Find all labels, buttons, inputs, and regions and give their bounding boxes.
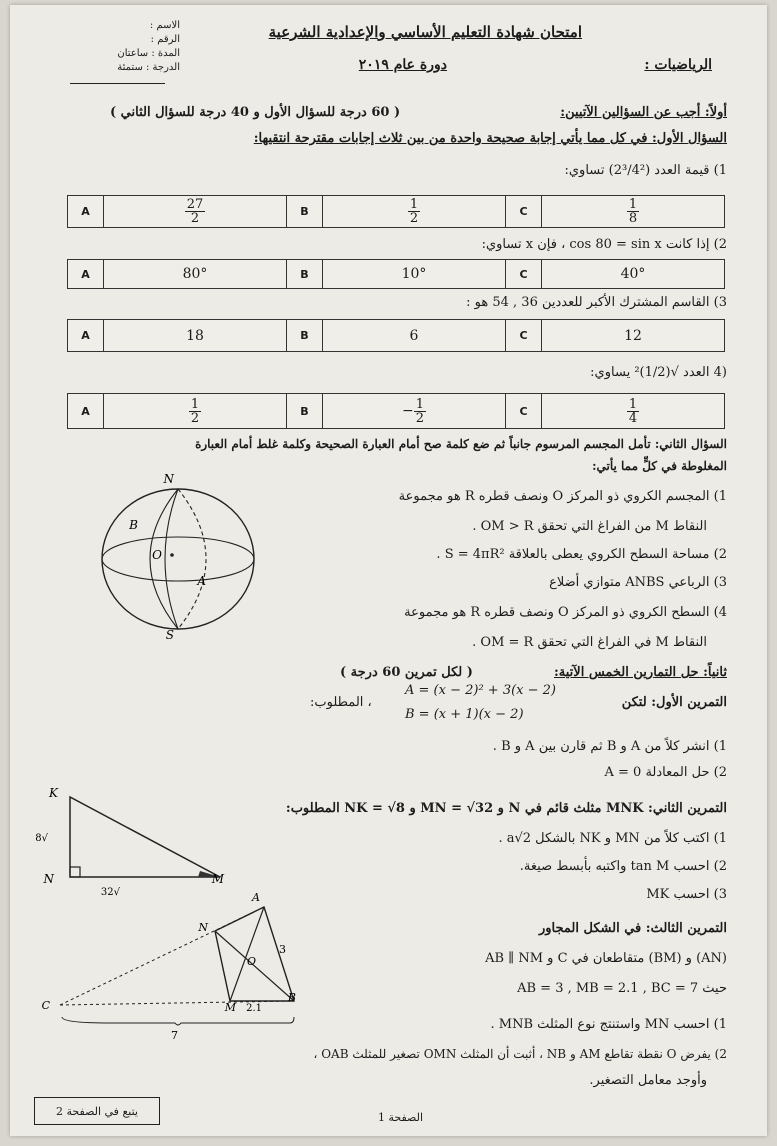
ex2-item-3: 3) احسب MK	[646, 887, 727, 902]
choice-label-a: A	[68, 394, 104, 428]
choice-b[interactable]: $\frac{1}{2}$	[323, 196, 506, 227]
q1-item-1: 1) قيمة العدد (2³/4²) تساوي:	[564, 163, 727, 178]
ex3-line-1: (AN) و (BM) متقاطعان في C و AB ∥ NM	[485, 951, 727, 966]
part1-heading: أولاً: أجب عن السؤالين الآتيين:	[560, 105, 727, 120]
choice-label-b: B	[287, 260, 323, 288]
choice-label-b: B	[287, 320, 323, 351]
choice-a[interactable]: 80°	[104, 260, 287, 288]
part2-marks: ( لكل تمرين 60 درجة )	[340, 665, 473, 680]
triangle-figure	[35, 785, 250, 905]
tri-label-n: N	[43, 872, 54, 886]
exam-subject: الرياضيات :	[644, 57, 712, 73]
choice-c[interactable]: 12	[624, 327, 642, 344]
sphere-figure	[90, 467, 270, 642]
sphere-label-s: S	[165, 628, 174, 642]
sphere-label-n: N	[163, 472, 174, 486]
choice-a[interactable]: $\frac{1}{2}$	[104, 394, 287, 428]
ex2-item-2: 2) احسب tan M واكتبه بأبسط صيغة.	[519, 859, 727, 874]
choice-a[interactable]: 18	[104, 320, 287, 351]
choice-a[interactable]: $\frac{27}{2}$	[104, 196, 287, 227]
choice-c[interactable]: $\frac{1}{8}$	[628, 197, 638, 226]
q2-statement-2: 2) مساحة السطح الكروي يعطى بالعلاقة S = 4πR² .	[436, 547, 727, 562]
ex1-item-2: 2) حل المعادلة A = 0	[604, 765, 727, 780]
fig3-label-n: N	[198, 921, 208, 934]
ex1-item-1: 1) انشر كلاً من A و B ثم قارن بين A و B .	[492, 739, 727, 754]
fig3-label-a: A	[252, 891, 260, 904]
q2-statement-4: 4) السطح الكروي ذو المركز O ونصف قطره R هو مجموعة	[404, 605, 727, 620]
q1-item-3: 3) القاسم المشترك الأكبر للعددين 36 , 54 هو :	[466, 295, 727, 310]
ex3-item-1: 1) احسب MN واستنتج نوع المثلث MNB .	[490, 1017, 727, 1032]
fig3-label-c: C	[41, 999, 50, 1012]
choice-b[interactable]: 10°	[323, 260, 506, 288]
choice-label-a: A	[68, 320, 104, 351]
fig3-label-mb: 2.1	[246, 1003, 262, 1014]
ex3-item-2: 2) يفرض O نقطة تقاطع AM و NB ، أثبت أن المثلث OMN تصغير للمثلث OAB ،	[313, 1047, 727, 1061]
q1-choices-4	[67, 393, 725, 429]
q1-choices-2	[67, 259, 725, 289]
q1-instruction: السؤال الأول: في كل مما يأتي إجابة صحيحة واحدة من بين ثلاث إجابات مقترحة انتقيها:	[253, 131, 727, 146]
sphere-center-point	[170, 553, 174, 557]
sphere-label-b: B	[129, 518, 138, 532]
q1-choices-3	[67, 319, 725, 352]
ex1-expression-a: A = (x − 2)² + 3(x − 2)	[405, 683, 556, 698]
exam-title: امتحان شهادة التعليم الأساسي والإعدادية الشرعية	[268, 23, 582, 41]
fig3-label-b: B	[287, 991, 296, 1004]
q2-statement-4b: النقاط M في الفراغ التي تحقق OM = R .	[472, 635, 707, 650]
ex3-figure	[41, 891, 320, 1051]
sphere-label-a: A	[197, 574, 206, 588]
header-underline	[70, 83, 165, 84]
ex1-title: التمرين الأول: لتكن	[621, 695, 727, 710]
q2-statement-1: 1) المجسم الكروي ذو المركز O ونصف قطره R هو مجموعة	[398, 489, 727, 504]
choice-label-c: C	[506, 260, 542, 288]
tri-label-nk: √8	[35, 833, 48, 844]
choice-c[interactable]: 40°	[620, 266, 646, 282]
ex3-item-2b: وأوجد معامل التصغير.	[589, 1073, 707, 1088]
field-name: الاسم :	[149, 20, 180, 31]
choice-label-a: A	[68, 260, 104, 288]
fig3-label-o: O	[246, 955, 256, 968]
q2-statement-1b: النقاط M من الفراغ التي تحقق OM > R .	[472, 519, 707, 534]
part2-heading: ثانياً: حل التمارين الخمس الآتية:	[553, 665, 727, 680]
ex1-expression-b: B = (x + 1)(x − 2)	[405, 707, 524, 722]
tri-label-mn: √32	[100, 887, 120, 898]
field-duration: المدة : ساعتان	[117, 48, 180, 59]
student-fields	[70, 19, 180, 75]
q2-instruction-2: المغلوطة في كلٍّ مما يأتي:	[592, 459, 727, 473]
continue-box: يتبع في الصفحة 2	[34, 1097, 160, 1125]
ex2-item-1: 1) اكتب كلاً من MN و NK بالشكل a√2 .	[498, 831, 727, 846]
choice-label-c: C	[506, 196, 542, 227]
tri-label-m: M	[211, 872, 224, 886]
ex3-title: التمرين الثالث: في الشكل المجاور	[538, 921, 727, 936]
q1-choices-1	[67, 195, 725, 228]
q1-item-4: (4 العدد √(1/2)² يساوي:	[590, 365, 727, 380]
choice-label-b: B	[287, 394, 323, 428]
choice-label-c: C	[506, 320, 542, 351]
q1-item-2: 2) إذا كانت cos 80 = sin x ، فإن x تساوي:	[481, 237, 727, 252]
exam-session: دورة عام ٢٠١٩	[358, 57, 447, 73]
tri-label-k: K	[49, 786, 58, 800]
field-number: الرقم :	[150, 34, 180, 45]
fig3-label-bc: 7	[171, 1029, 178, 1042]
choice-label-b: B	[287, 196, 323, 227]
ex1-required: ، المطلوب:	[310, 695, 372, 710]
q2-statement-3: 3) الرباعي ANBS متوازي أضلاع	[549, 575, 727, 590]
page-number: الصفحة 1	[378, 1111, 424, 1124]
q2-instruction: السؤال الثاني: تأمل المجسم المرسوم جانباً ثم ضع كلمة صح أمام العبارة الصحيحة وكلمة غلط أمام العبارة	[195, 437, 727, 451]
fig3-label-m: M	[224, 1001, 236, 1014]
sphere-label-o: O	[152, 548, 162, 562]
choice-label-a: A	[68, 196, 104, 227]
fig3-label-ab: 3	[279, 943, 286, 956]
choice-label-c: C	[506, 394, 542, 428]
choice-b[interactable]: 6	[323, 320, 506, 351]
ex2-title: التمرين الثاني: MNK مثلث قائم في N و MN = √32 و NK = √8 المطلوب:	[285, 801, 727, 816]
field-grade: الدرجة : ستمئة	[117, 62, 180, 73]
ex3-line-2: حيث AB = 3 , MB = 2.1 , BC = 7	[517, 981, 727, 996]
exam-page	[10, 5, 767, 1136]
choice-c[interactable]: $\frac{1}{4}$	[628, 396, 638, 426]
choice-b[interactable]: − $\frac{1}{2}$	[323, 394, 506, 428]
part1-marks: ( 60 درجة للسؤال الأول و 40 درجة للسؤال الثاني )	[110, 105, 401, 120]
